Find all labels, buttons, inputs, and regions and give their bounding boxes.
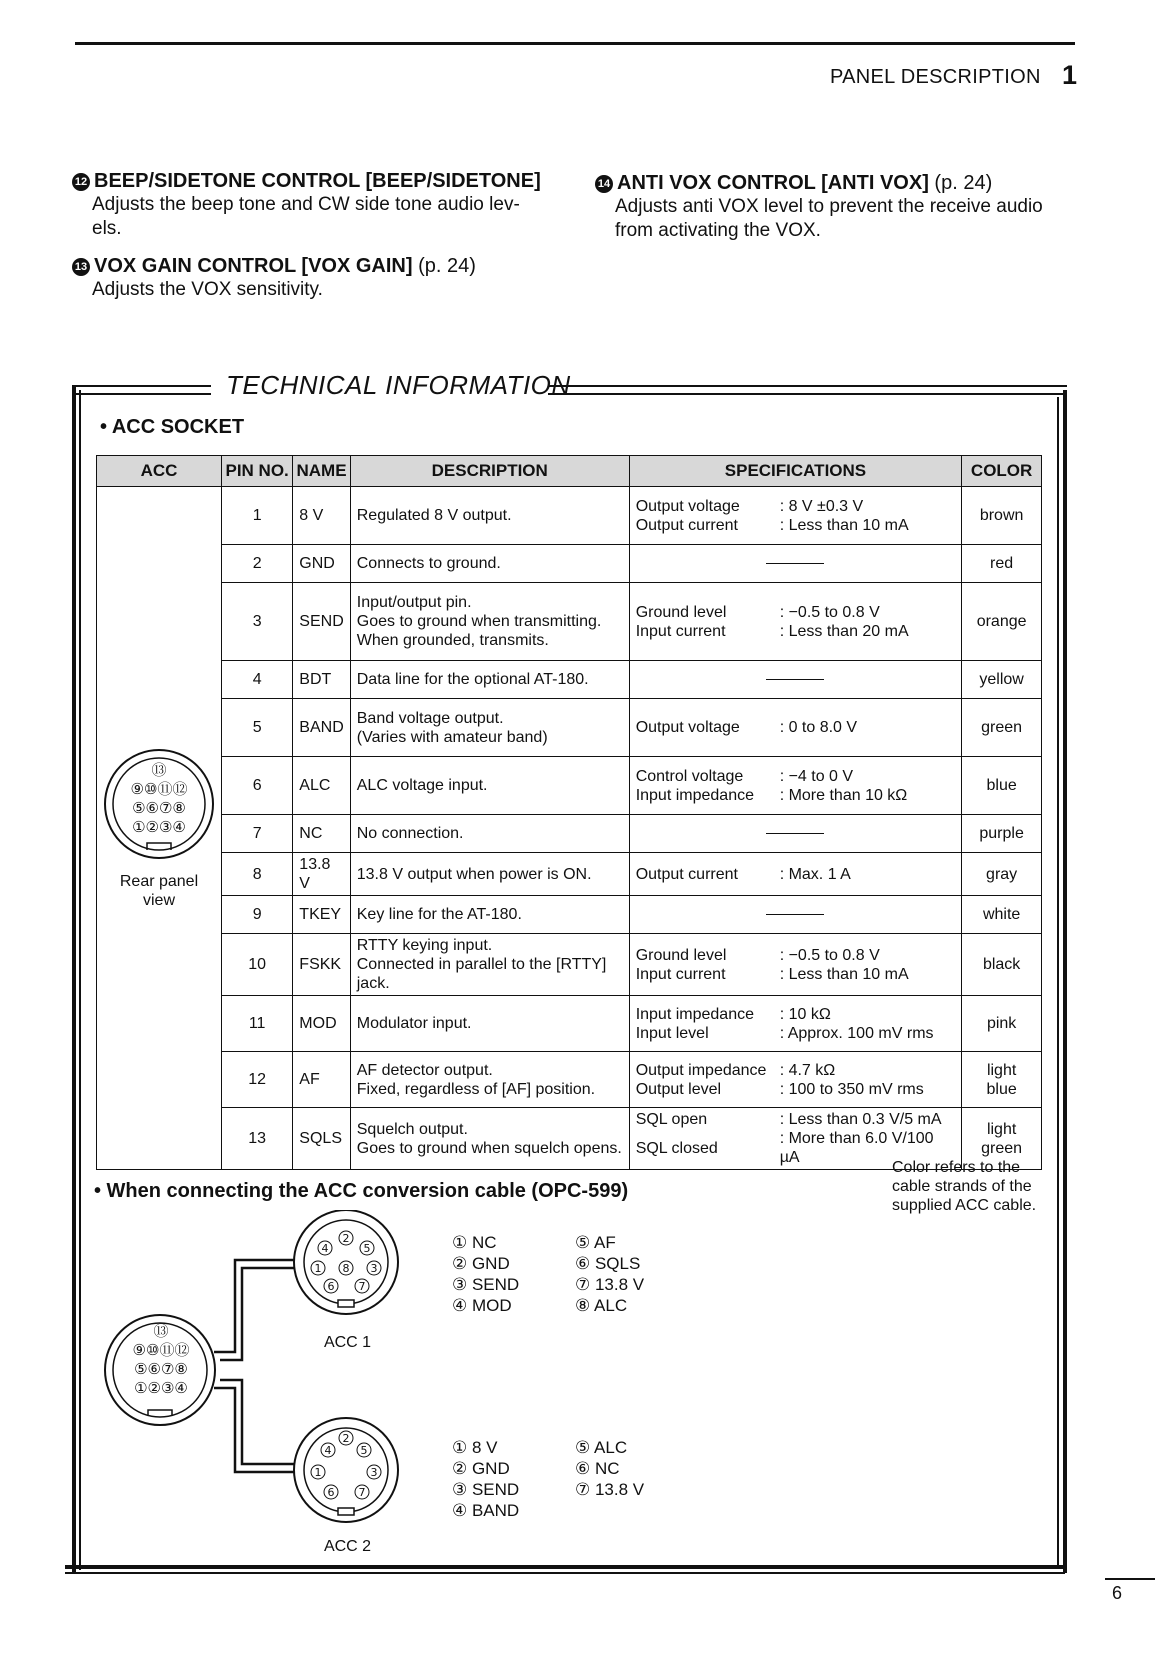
spec-value: : 10 kΩ [779, 1005, 831, 1023]
wire-color: yellow [962, 661, 1042, 699]
page-number-rule [1105, 1578, 1155, 1580]
acc2-pinlist-right [575, 1437, 644, 1500]
pin-list-item: ⑧ ALC [575, 1296, 628, 1315]
svg-text:3: 3 [370, 1262, 378, 1275]
no-spec-dash [766, 679, 824, 680]
spec-value: : Less than 10 mA [779, 965, 909, 983]
pin-specifications [629, 815, 962, 853]
spec-value: : 4.7 kΩ [779, 1061, 836, 1079]
svg-text:4: 4 [324, 1444, 332, 1457]
title-rule-left [76, 385, 211, 395]
socket-pin-row: ①②③④ [134, 1380, 188, 1397]
svg-text:1: 1 [314, 1262, 322, 1275]
pin-description: Regulated 8 V output. [350, 487, 629, 545]
acc2-caption: ACC 2 [323, 1538, 372, 1555]
pin-number: 8 [222, 853, 293, 896]
frame-border-bottom-inner [65, 1572, 1065, 1574]
socket-pin-row: ⑬ [151, 762, 167, 779]
spec-value: : −0.5 to 0.8 V [779, 603, 880, 621]
acc1-pinlist-left [452, 1232, 519, 1316]
pin-description: Band voltage output. (Varies with amateur band) [350, 699, 629, 757]
header-acc: ACC [97, 456, 222, 487]
svg-text:6: 6 [327, 1486, 335, 1499]
control-title [72, 255, 562, 278]
table-row [97, 545, 1042, 583]
pin-description: Connects to ground. [350, 545, 629, 583]
spec-label: SQL closed [635, 1139, 718, 1157]
wire-color: black [962, 934, 1042, 996]
pin-specifications [629, 583, 962, 661]
wire-color: light blue [962, 1052, 1042, 1108]
svg-text:5: 5 [363, 1242, 371, 1255]
pin-description: RTTY keying input. Connected in parallel to the [RTTY] jack. [350, 934, 629, 996]
pin-list-item: ⑦ 13.8 V [575, 1480, 645, 1499]
pin-list-item: ④ BAND [452, 1501, 520, 1520]
chapter-number: 1 [1062, 60, 1078, 90]
cable-wire-acc1 [214, 1260, 297, 1352]
header-name: NAME [293, 456, 350, 487]
pin-name: 13.8 V [293, 853, 350, 896]
pin-number: 5 [222, 699, 293, 757]
color-note: Color refers to the cable strands of the supplied ACC cable. [892, 1159, 1037, 1214]
wire-color: orange [962, 583, 1042, 661]
pin-name: GND [293, 545, 350, 583]
pin-list-item: ⑦ 13.8 V [575, 1275, 645, 1294]
pin-specifications [629, 896, 962, 934]
header-specifications: SPECIFICATIONS [629, 456, 962, 487]
pin-number: 7 [222, 815, 293, 853]
no-spec-dash [766, 563, 824, 564]
pin-number: 6 [222, 757, 293, 815]
socket-pin-row: ⑬ [153, 1323, 169, 1340]
pin-number: 13 [222, 1108, 293, 1170]
pin-name: 8 V [293, 487, 350, 545]
spec-value: : More than 10 kΩ [779, 786, 908, 804]
wire-color: blue [962, 757, 1042, 815]
table-row [97, 996, 1042, 1052]
socket-pin-labels-cable [116, 1322, 206, 1398]
wire-color: purple [962, 815, 1042, 853]
frame-border-right-inner [1057, 397, 1059, 1567]
pin-description: 13.8 V output when power is ON. [350, 853, 629, 896]
control-title-text: BEEP/SIDETONE CONTROL [BEEP/SIDETONE] [94, 170, 541, 192]
pin-description: Modulator input. [350, 996, 629, 1052]
pin-name: SQLS [293, 1108, 350, 1170]
spec-value: : 8 V ±0.3 V [779, 497, 864, 515]
wire-color: brown [962, 487, 1042, 545]
frame-border-bottom [65, 1565, 1065, 1569]
spec-label: Ground level [635, 603, 727, 621]
spec-label: SQL open [635, 1111, 708, 1128]
wire-color: pink [962, 996, 1042, 1052]
control-anti-vox [595, 172, 1075, 243]
table-row [97, 1052, 1042, 1108]
table-row [97, 934, 1042, 996]
cable-section-heading: • When connecting the ACC conversion cable (OPC-599) [94, 1180, 629, 1202]
spec-label: Input impedance [635, 1005, 754, 1023]
spec-label: Output current [635, 516, 738, 534]
spec-value: : Less than 20 mA [779, 622, 909, 640]
pin-name: ALC [293, 757, 350, 815]
pin-name: BDT [293, 661, 350, 699]
top-rule [75, 42, 1075, 45]
acc1-pinlist-right [575, 1232, 644, 1316]
control-number-badge: 14 [595, 175, 613, 193]
socket-pin-row: ⑨⑩⑪⑫ [130, 781, 188, 798]
spec-label: Output impedance [635, 1061, 767, 1079]
pin-specifications [629, 699, 962, 757]
table-row [97, 699, 1042, 757]
spec-label: Input impedance [635, 786, 754, 804]
wire-color: gray [962, 853, 1042, 896]
pin-number: 10 [222, 934, 293, 996]
pin-number: 4 [222, 661, 293, 699]
svg-text:7: 7 [358, 1280, 366, 1293]
table-row [97, 583, 1042, 661]
spec-value: : More than 6.0 V/100 µA [779, 1130, 934, 1166]
pin-list-item: ③ SEND [452, 1275, 520, 1294]
wire-color: red [962, 545, 1042, 583]
page-number: 6 [1112, 1583, 1123, 1603]
spec-label: Input current [635, 965, 726, 983]
control-title [595, 172, 1075, 195]
pin-number: 12 [222, 1052, 293, 1108]
spec-label: Input current [635, 622, 726, 640]
svg-text:5: 5 [360, 1444, 368, 1457]
svg-text:4: 4 [321, 1242, 329, 1255]
control-title-text: VOX GAIN CONTROL [VOX GAIN] [94, 255, 413, 277]
title-rule-right [548, 385, 1067, 395]
pin-number: 11 [222, 996, 293, 1052]
header-color: COLOR [962, 456, 1042, 487]
svg-text:8: 8 [342, 1262, 350, 1275]
spec-label: Input level [635, 1024, 709, 1042]
pin-list-item: ⑤ ALC [575, 1438, 628, 1457]
control-description: Adjusts the beep tone and CW side tone audio lev- els. [92, 194, 520, 239]
pin-specifications [629, 996, 962, 1052]
socket-caption: Rear panel view [119, 873, 199, 909]
pin-number: 1 [222, 487, 293, 545]
acc1-caption: ACC 1 [323, 1334, 372, 1351]
control-description: Adjusts the VOX sensitivity. [92, 279, 323, 300]
cable-wire-acc2 [214, 1388, 297, 1472]
pin-name: SEND [293, 583, 350, 661]
page-reference: (p. 24) [934, 172, 993, 194]
header-description: DESCRIPTION [350, 456, 629, 487]
socket-pin-row: ①②③④ [132, 819, 186, 836]
spec-label: Output current [635, 865, 738, 883]
spec-label: Output voltage [635, 719, 740, 736]
spec-value: : 100 to 350 mV rms [779, 1080, 924, 1098]
pin-specifications [629, 545, 962, 583]
pin-number: 2 [222, 545, 293, 583]
no-spec-dash [766, 833, 824, 834]
pin-description: Key line for the AT-180. [350, 896, 629, 934]
acc-pin-table [96, 455, 1042, 1170]
frame-border-left [72, 385, 76, 1573]
acc2-connector [294, 1418, 398, 1522]
pin-specifications [629, 934, 962, 996]
pin-list-item: ⑥ NC [575, 1459, 620, 1478]
technical-information-title: TECHNICAL INFORMATION [226, 370, 571, 400]
pin-specifications [629, 1052, 962, 1108]
pin-name: TKEY [293, 896, 350, 934]
pin-description: AF detector output. Fixed, regardless of [AF] position. [350, 1052, 629, 1108]
pin-specifications [629, 853, 962, 896]
pin-description: Input/output pin. Goes to ground when transmitting. When grounded, transmits. [350, 583, 629, 661]
wire-color: light green [962, 1108, 1042, 1170]
acc-socket-heading: • ACC SOCKET [100, 416, 245, 438]
cable-wire-acc2-inner [220, 1380, 297, 1464]
table-row [97, 896, 1042, 934]
spec-value: : −4 to 0 V [779, 767, 854, 785]
pin-specifications [629, 757, 962, 815]
control-title [72, 170, 562, 193]
spec-value: : −0.5 to 0.8 V [779, 946, 880, 964]
acc-socket-cell [97, 487, 222, 1170]
socket-pin-row: ⑨⑩⑪⑫ [132, 1342, 190, 1359]
table-row [97, 757, 1042, 815]
spec-label: Output voltage [635, 497, 740, 515]
spec-label: Output level [635, 1080, 722, 1098]
svg-text:7: 7 [358, 1486, 366, 1499]
control-vox-gain [72, 255, 562, 302]
pin-description: ALC voltage input. [350, 757, 629, 815]
pin-list-item: ⑥ SQLS [575, 1254, 641, 1273]
no-spec-dash [766, 914, 824, 915]
svg-text:2: 2 [342, 1232, 350, 1245]
spec-value: : 0 to 8.0 V [779, 719, 858, 736]
frame-border-right [1063, 390, 1067, 1573]
spec-value: : Less than 0.3 V/5 mA [779, 1111, 942, 1128]
page-reference: (p. 24) [418, 255, 476, 277]
pin-name: FSKK [293, 934, 350, 996]
spec-value: : Max. 1 A [779, 865, 851, 883]
table-header-row [97, 456, 1042, 487]
control-title-text: ANTI VOX CONTROL [ANTI VOX] [617, 172, 929, 194]
table-row [97, 853, 1042, 896]
spec-value: : Approx. 100 mV rms [779, 1024, 934, 1042]
acc1-connector [294, 1210, 398, 1314]
pin-name: BAND [293, 699, 350, 757]
header-pin-no: PIN NO. [222, 456, 293, 487]
spec-label: Ground level [635, 946, 727, 964]
section-header: PANEL DESCRIPTION [830, 66, 1041, 88]
pin-list-item: ⑤ AF [575, 1233, 616, 1252]
control-beep-sidetone [72, 170, 562, 241]
control-description: Adjusts anti VOX level to prevent the receive audio from activating the VOX. [615, 196, 1043, 241]
pin-list-item: ③ SEND [452, 1480, 520, 1499]
svg-text:2: 2 [342, 1432, 350, 1445]
control-number-badge: 12 [72, 173, 90, 191]
wire-color: green [962, 699, 1042, 757]
svg-text:1: 1 [314, 1466, 322, 1479]
pin-list-item: ① 8 V [452, 1438, 498, 1457]
frame-border-left-inner [79, 390, 81, 1570]
svg-text:6: 6 [327, 1280, 335, 1293]
pin-list-item: ① NC [452, 1233, 497, 1252]
table-row [97, 661, 1042, 699]
pin-specifications [629, 661, 962, 699]
pin-number: 9 [222, 896, 293, 934]
control-number-badge: 13 [72, 258, 90, 276]
spec-value: : Less than 10 mA [779, 516, 909, 534]
pin-name: MOD [293, 996, 350, 1052]
pin-name: NC [293, 815, 350, 853]
table-row [97, 487, 1042, 545]
table-row [97, 815, 1042, 853]
pin-description: Data line for the optional AT-180. [350, 661, 629, 699]
pin-number: 3 [222, 583, 293, 661]
pin-description: Squelch output. Goes to ground when squelch opens. [350, 1108, 629, 1170]
spec-label: Control voltage [635, 767, 744, 785]
wire-color: white [962, 896, 1042, 934]
pin-name: AF [293, 1052, 350, 1108]
socket-pin-row: ⑤⑥⑦⑧ [132, 800, 186, 817]
pin-list-item: ② GND [452, 1459, 510, 1478]
pin-list-item: ④ MOD [452, 1296, 512, 1315]
pin-list-item: ② GND [452, 1254, 510, 1273]
pin-specifications [629, 487, 962, 545]
svg-text:3: 3 [370, 1466, 378, 1479]
cable-wire-acc1-inner [220, 1268, 297, 1360]
acc2-pinlist-left [452, 1437, 519, 1521]
pin-description: No connection. [350, 815, 629, 853]
socket-pin-row: ⑤⑥⑦⑧ [134, 1361, 188, 1378]
